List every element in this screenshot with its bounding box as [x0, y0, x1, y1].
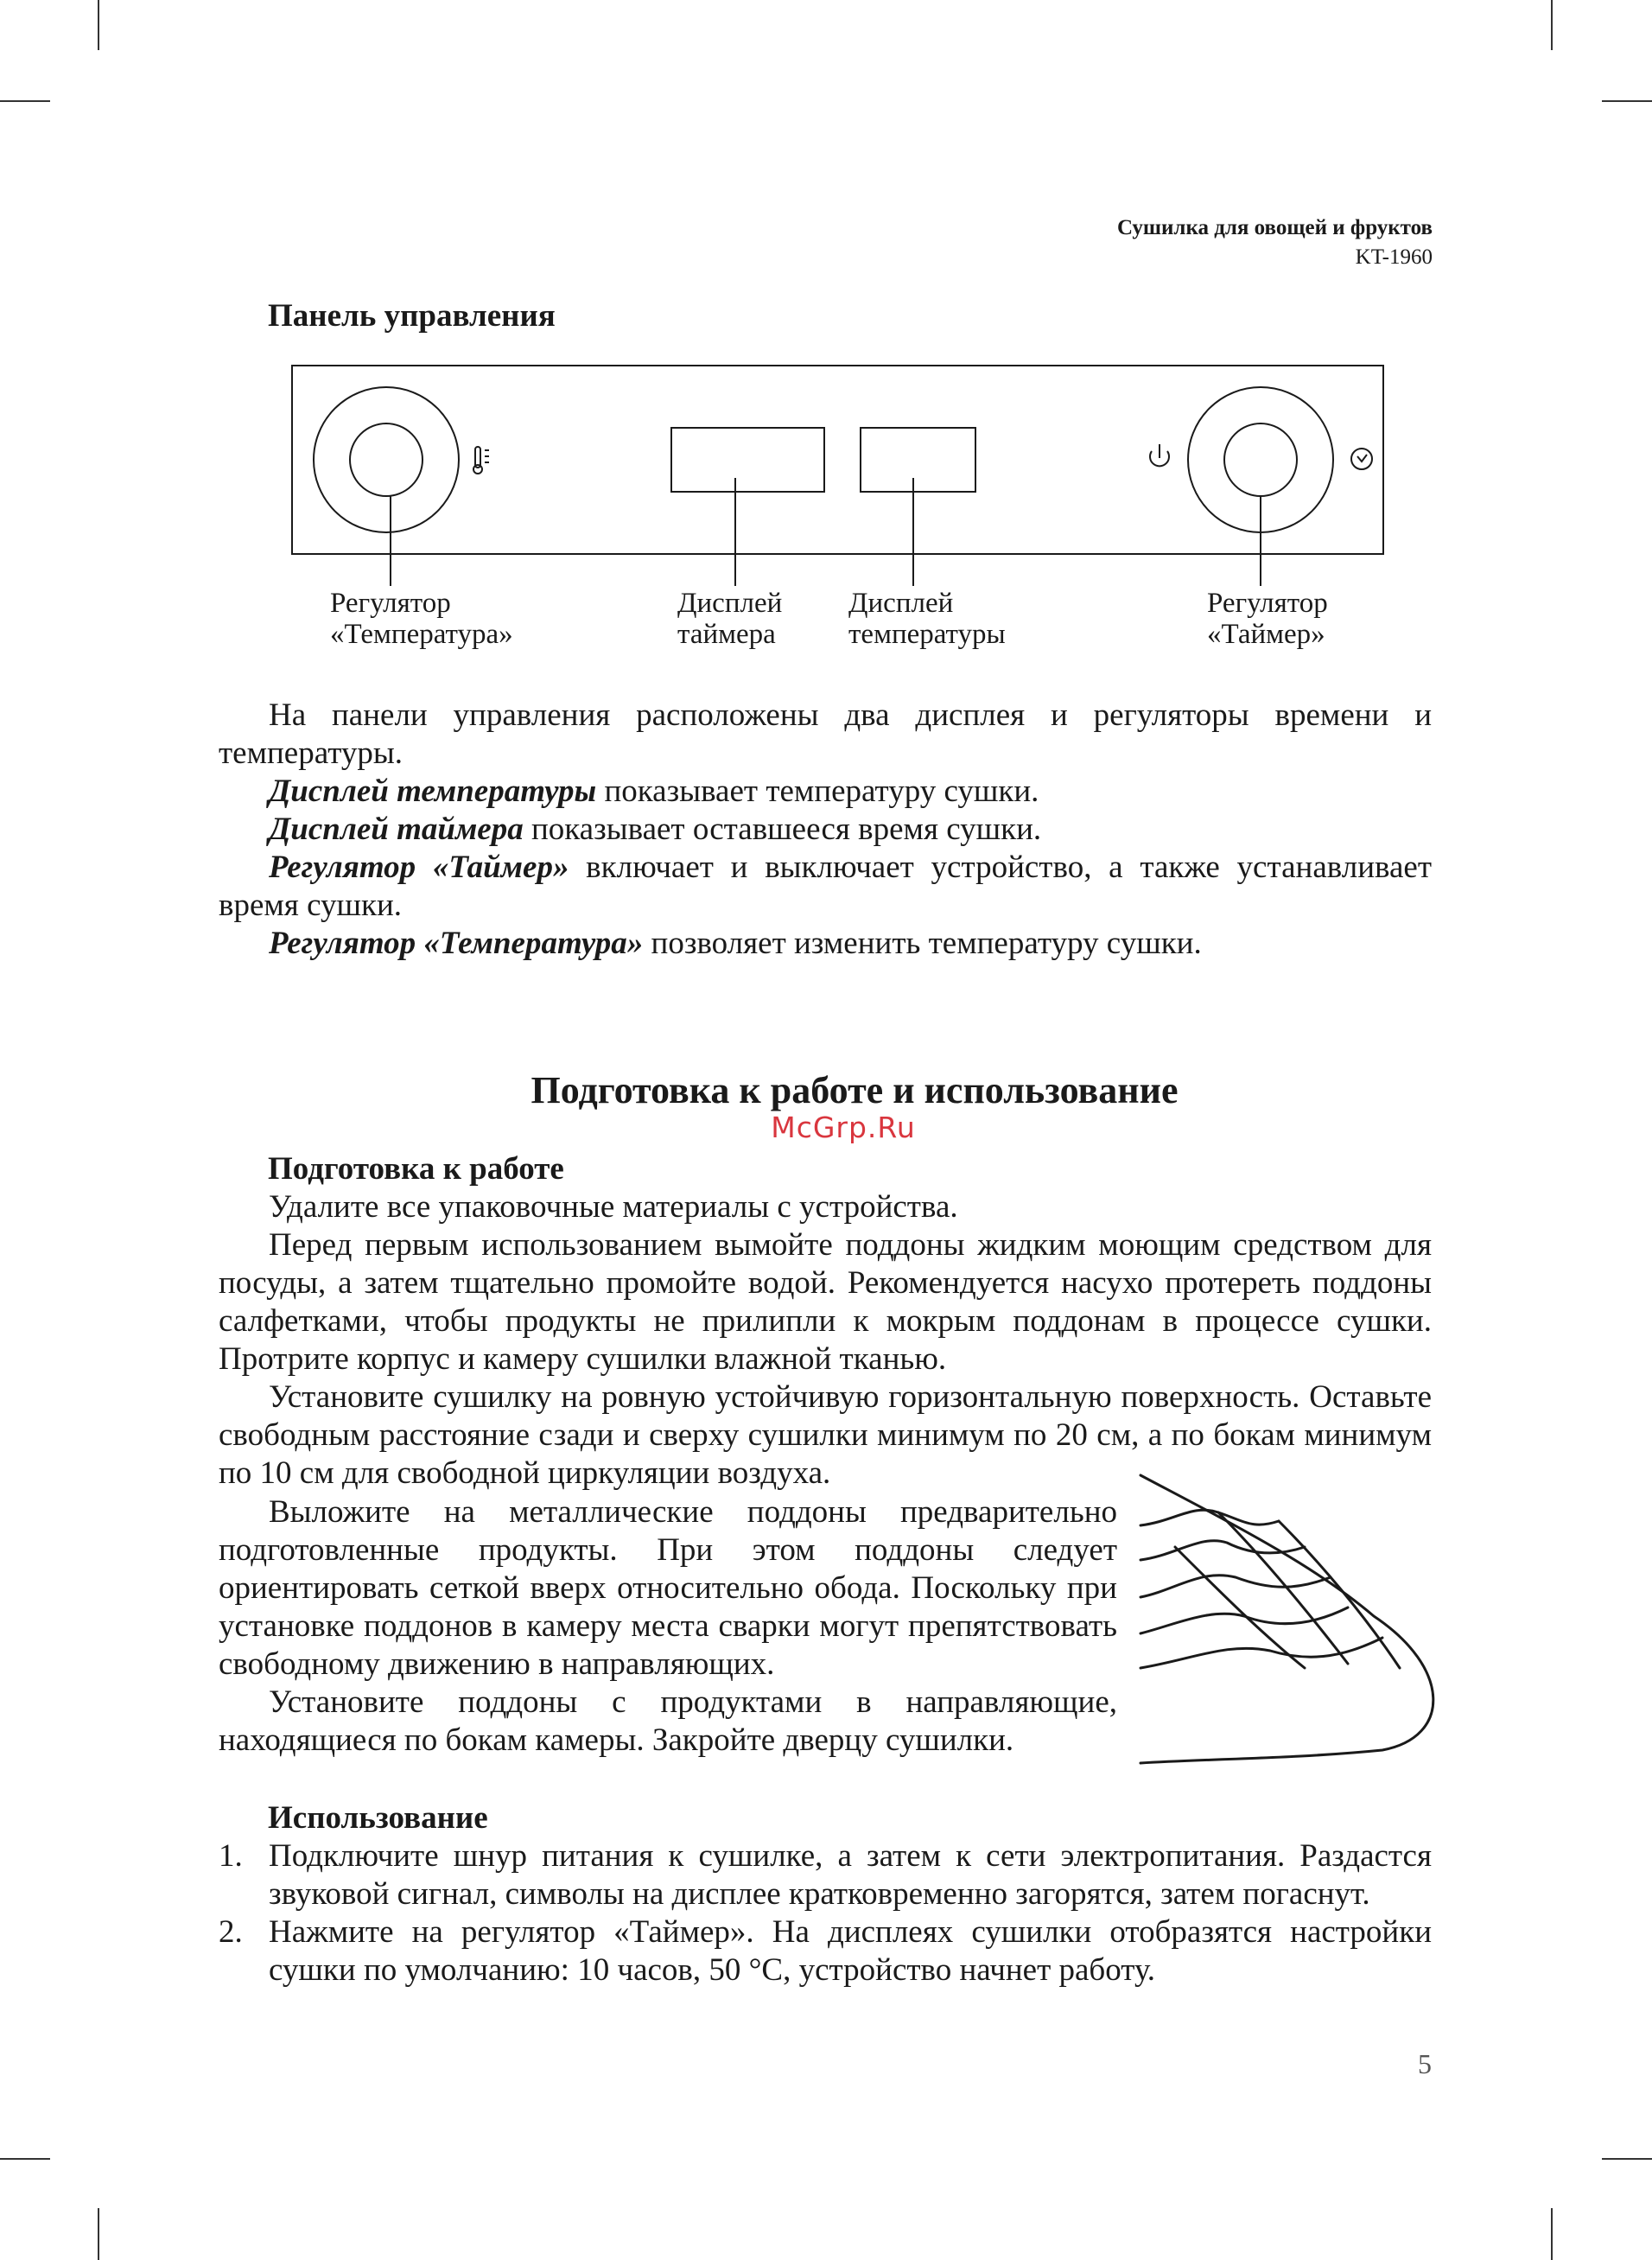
preparation-paragraph: Перед первым использованием вымойте поддоны жидким моющим средством для посуды, а затем тщательно промойте водой. Рекомендуется насухо протереть поддоны салфетками, чтобы продукты не прилипли к мокрым поддонам в процессе сушки. Протрите корпус и камеру сушилки влажной тканью. — [219, 1227, 1432, 1377]
preparation-heading: Подготовка к работе — [268, 1151, 564, 1187]
preparation-paragraph: Удалите все упаковочные материалы с устройства. — [269, 1189, 958, 1225]
model-number: KT-1960 — [1355, 245, 1433, 269]
section-title: Подготовка к работе и использование — [531, 1069, 1179, 1111]
watermark: McGrp.Ru — [771, 1111, 916, 1144]
preparation-paragraph: Установите поддоны с продуктами в направляющие, находящиеся по бокам камеры. Закройте дверцу сушилки. — [219, 1684, 1117, 1758]
label-temperature-knob: Регулятор «Температура» — [330, 588, 513, 650]
preparation-paragraph: Установите сушилку на ровную устойчивую горизонтальную поверхность. Оставьте свободным расстояние сзади и сверху сушилки минимум по 20 см, а по бокам минимум по 10 см для свободной циркуляции воздуха. — [219, 1379, 1432, 1491]
usage-heading: Использование — [268, 1800, 488, 1836]
product-title: Сушилка для овощей и фруктов — [1116, 216, 1433, 239]
list-item: 2. Нажмите на регулятор «Таймер». На дисплеях сушилки отобразятся настройки сушки по умолчанию: 10 часов, 50 °C, устройство начнет работу. — [219, 1914, 1432, 1988]
label-timer-knob: Регулятор «Таймер» — [1207, 588, 1328, 650]
description-item: Регулятор «Температура» позволяет изменить температуру сушки. — [269, 926, 1202, 961]
description-intro: На панели управления расположены два дисплея и регуляторы времени и температуры. — [219, 697, 1432, 771]
description-item: Регулятор «Таймер» включает и выключает устройство, а также устанавливает время сушки. — [219, 850, 1432, 923]
preparation-paragraph: Выложите на металлические поддоны предварительно подготовленные продукты. При этом поддоны следует ориентировать сеткой вверх относительно обода. Поскольку при установке поддонов в камеру места сварки могут препятствовать свободному движению в направляющих. — [219, 1494, 1117, 1682]
description-item: Дисплей таймера показывает оставшееся время сушки. — [269, 812, 1042, 847]
description-item: Дисплей температуры показывает температуру сушки. — [269, 773, 1039, 809]
label-temperature-display: Дисплей температуры — [848, 588, 1006, 650]
list-item: 1. Подключите шнур питания к сушилке, а затем к сети электропитания. Раздастся звуковой сигнал, символы на дисплее кратковременно загорятся, затем погаснут. — [219, 1838, 1432, 1912]
page-number: 5 — [1418, 2048, 1432, 2079]
usage-steps — [219, 1837, 1432, 1989]
label-timer-display: Дисплей таймера — [677, 588, 783, 650]
control-panel-heading: Панель управления — [268, 298, 556, 334]
